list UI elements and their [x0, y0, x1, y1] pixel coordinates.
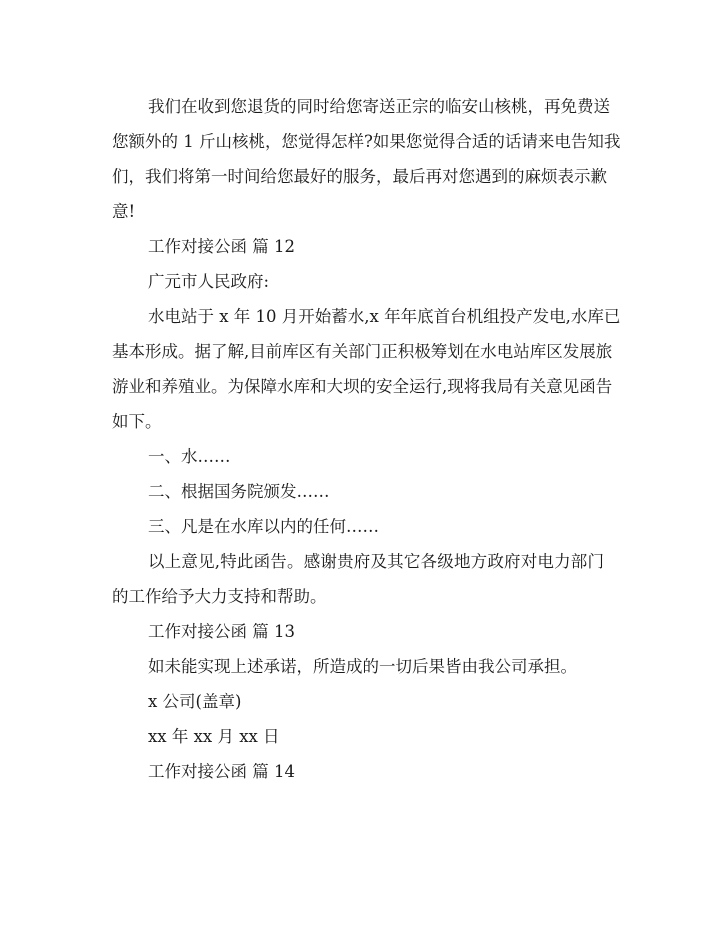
document-body	[112, 89, 621, 789]
paragraph-line: 我们在收到您退货的同时给您寄送正宗的临安山核桃，再免费送	[148, 97, 610, 116]
list-item: 二、根据国务院颁发……	[148, 482, 330, 501]
paragraph-line: 如未能实现上述承诺，所造成的一切后果皆由我公司承担。	[148, 657, 577, 676]
paragraph-line: 意!	[112, 202, 136, 221]
paragraph-line: 的工作给予大力支持和帮助。	[112, 587, 327, 606]
signature-date: xx 年 xx 月 xx 日	[148, 727, 280, 746]
section-heading: 工作对接公函 篇 12	[148, 237, 295, 256]
paragraph-line: 基本形成。据了解,目前库区有关部门正积极筹划在水电站库区发展旅	[112, 342, 613, 361]
paragraph-line: 们，我们将第一时间给您最好的服务，最后再对您遇到的麻烦表示歉	[112, 167, 607, 186]
list-item: 三、凡是在水库以内的任何……	[148, 517, 379, 536]
paragraph-line: 您额外的 1 斤山核桃，您觉得怎样?如果您觉得合适的话请来电告知我	[112, 132, 621, 151]
paragraph-line: 如下。	[112, 412, 162, 431]
section-heading: 工作对接公函 篇 14	[148, 762, 295, 781]
section-heading: 工作对接公函 篇 13	[148, 622, 295, 641]
addressee: 广元市人民政府:	[148, 272, 270, 291]
paragraph-line: 水电站于 x 年 10 月开始蓄水,x 年年底首台机组投产发电,水库已	[148, 307, 621, 326]
paragraph-line: 以上意见,特此函告。感谢贵府及其它各级地方政府对电力部门	[148, 552, 604, 571]
list-item: 一、水……	[148, 447, 231, 466]
paragraph-line: 游业和养殖业。为保障水库和大坝的安全运行,现将我局有关意见函告	[112, 377, 613, 396]
signature-company: x 公司(盖章)	[148, 692, 242, 711]
